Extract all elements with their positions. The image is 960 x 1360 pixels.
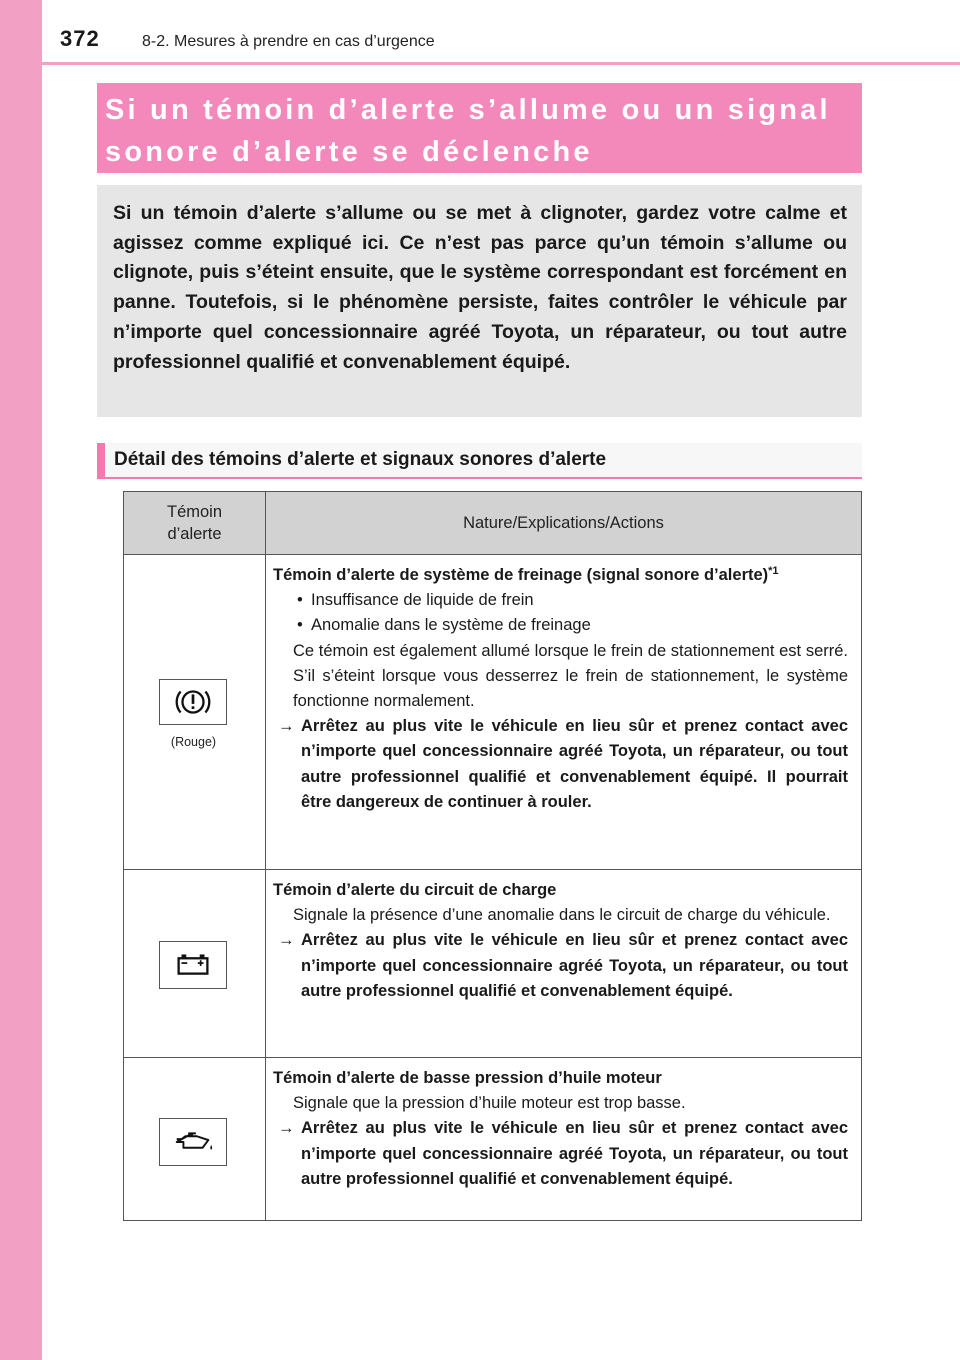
page-title-line-1: Si un témoin d’alerte s’allume ou un signal bbox=[105, 94, 831, 126]
details-cell bbox=[266, 1058, 862, 1221]
warning-title: Témoin d’alerte de basse pression d’huile moteur bbox=[273, 1069, 662, 1087]
list-item: • Anomalie dans le système de freinage bbox=[273, 613, 848, 638]
table-row bbox=[124, 870, 862, 1058]
breadcrumb: 8-2. Mesures à prendre en cas d’urgence bbox=[142, 33, 435, 50]
table-row bbox=[124, 555, 862, 870]
indicator-cell bbox=[124, 870, 266, 1058]
warning-title-text: Témoin d’alerte de système de freinage (signal sonore d’alerte) bbox=[273, 566, 769, 584]
column-header-indicator-line-1: Témoin bbox=[166, 503, 223, 521]
action-text bbox=[273, 1116, 848, 1192]
page-title-line-2: sonore d’alerte se déclenche bbox=[105, 136, 593, 168]
action-text bbox=[273, 714, 848, 815]
table-row bbox=[124, 1058, 862, 1221]
warning-title bbox=[273, 563, 848, 588]
action-text bbox=[273, 928, 848, 1004]
footnote-marker: *1 bbox=[768, 565, 779, 577]
details-cell bbox=[266, 555, 862, 870]
battery-charge-icon bbox=[159, 941, 227, 989]
intro-box bbox=[97, 185, 862, 417]
warning-lights-table bbox=[123, 491, 862, 1221]
explanation-text: Ce témoin est également allumé lorsque le frein de stationnement est serré. S’il s’éteint lorsque vous desserrez le frein de stationnement, le système fonctionne normalement. bbox=[293, 641, 848, 711]
explanation-text: Signale la présence d’une anomalie dans le circuit de charge du véhicule. bbox=[293, 906, 831, 925]
intro-text: Si un témoin d’alerte s’allume ou se met à clignoter, gardez votre calme et agissez comme expliqué ici. Ce n’est pas parce qu’un témoin s’allume ou clignote, puis s’éteint ensuite, que le système correspondant est forcément en panne. Toutefois, si le phénomène persiste, faites contrôler le véhicule par n’importe quel concessionnaire agréé Toyota, un réparateur, ou tout autre professionnel qualifié et convenablement équipé. bbox=[113, 202, 847, 373]
indicator-cell bbox=[124, 1058, 266, 1221]
brake-warning-icon bbox=[159, 679, 227, 725]
table-header-row bbox=[124, 492, 862, 555]
header-divider bbox=[42, 62, 960, 65]
action-text-content: Arrêtez au plus vite le véhicule en lieu sûr et prenez contact avec n’importe quel concessionnaire agréé Toyota, un réparateur, ou tout autre professionnel qualifié et convenablement équipé. bbox=[301, 931, 848, 1000]
arrow-icon: → bbox=[278, 931, 295, 950]
arrow-icon: → bbox=[278, 1119, 295, 1138]
warning-title: Témoin d’alerte du circuit de charge bbox=[273, 881, 557, 899]
explanation-text: Signale que la pression d’huile moteur est trop basse. bbox=[293, 1094, 686, 1113]
indicator-cell bbox=[124, 555, 266, 870]
oil-pressure-icon bbox=[159, 1118, 227, 1166]
page-number: 372 bbox=[60, 26, 100, 51]
icon-caption: (Rouge) bbox=[170, 735, 217, 749]
page-title bbox=[97, 83, 862, 173]
column-header-details: Nature/Explications/Actions bbox=[266, 492, 862, 555]
side-color-strip bbox=[0, 0, 42, 1360]
column-header-indicator bbox=[124, 492, 266, 555]
section-heading: Détail des témoins d’alerte et signaux sonores d’alerte bbox=[97, 443, 862, 479]
list-item: • Insuffisance de liquide de frein bbox=[273, 588, 848, 613]
action-text-content: Arrêtez au plus vite le véhicule en lieu sûr et prenez contact avec n’importe quel concessionnaire agréé Toyota, un réparateur, ou tout autre professionnel qualifié et convenablement équipé. Il pourrait être dangereux de continuer à rouler. bbox=[301, 717, 848, 811]
column-header-indicator-line-2: d’alerte bbox=[167, 525, 222, 543]
arrow-icon: → bbox=[278, 717, 295, 736]
details-cell bbox=[266, 870, 862, 1058]
action-text-content: Arrêtez au plus vite le véhicule en lieu sûr et prenez contact avec n’importe quel concessionnaire agréé Toyota, un réparateur, ou tout autre professionnel qualifié et convenablement équipé. bbox=[301, 1119, 848, 1188]
